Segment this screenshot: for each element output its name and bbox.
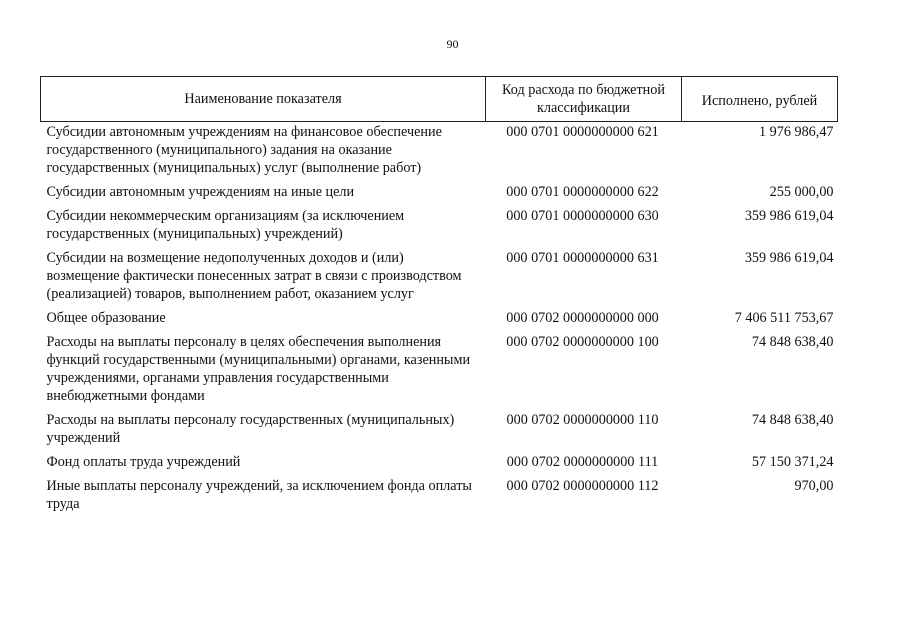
row-code: 000 0701 0000000000 630 xyxy=(506,208,659,224)
row-amount: 57 150 371,24 xyxy=(751,454,834,470)
page-number: 90 xyxy=(446,37,459,51)
row-code: 000 0702 0000000000 112 xyxy=(506,478,659,494)
row-amount: 359 986 619,04 xyxy=(744,250,834,266)
row-name: Расходы на выплаты персоналу государственных (муниципальных) учреждений xyxy=(46,412,455,446)
row-code: 000 0702 0000000000 000 xyxy=(506,310,659,326)
row-amount: 359 986 619,04 xyxy=(744,208,834,224)
header-executed-amount: Исполнено, рублей xyxy=(682,77,838,122)
row-amount: 7 406 511 753,67 xyxy=(734,310,834,326)
table-row xyxy=(41,477,838,519)
row-code: 000 0701 0000000000 631 xyxy=(506,250,659,266)
table-row xyxy=(41,249,838,309)
table-row xyxy=(41,207,838,249)
row-code: 000 0701 0000000000 621 xyxy=(506,124,659,140)
row-code: 000 0702 0000000000 111 xyxy=(506,454,659,470)
table-row xyxy=(41,453,838,477)
header-indicator-name: Наименование показателя xyxy=(41,77,486,122)
row-amount: 255 000,00 xyxy=(769,184,834,200)
row-name: Субсидии на возмещение недополученных доходов и (или) возмещение фактически понесенных затрат в связи с производством (реализацией) товаров, выполнением работ, оказанием услуг xyxy=(46,250,462,302)
row-name: Фонд оплаты труда учреждений xyxy=(46,454,241,470)
row-name: Субсидии автономным учреждениям на иные цели xyxy=(46,184,355,200)
row-amount: 74 848 638,40 xyxy=(751,412,834,428)
row-name: Расходы на выплаты персоналу в целях обеспечения выполнения функций государственными (муниципальными) органами, казенными учреждениями, органами управления государственными внебюджетными фондами xyxy=(46,334,471,404)
row-amount: 74 848 638,40 xyxy=(751,334,834,350)
table-row xyxy=(41,122,838,184)
row-name: Иные выплаты персоналу учреждений, за исключением фонда оплаты труда xyxy=(46,478,472,512)
row-amount: 970,00 xyxy=(794,478,834,494)
row-name: Субсидии автономным учреждениям на финансовое обеспечение государственного (муниципального) задания на оказание государственных (муниципальных) услуг (выполнение работ) xyxy=(46,124,442,176)
row-amount: 1 976 986,47 xyxy=(759,124,834,140)
header-budget-code: Код расхода по бюджетной классификации xyxy=(486,77,682,122)
table-row xyxy=(41,183,838,207)
row-code: 000 0702 0000000000 110 xyxy=(506,412,659,428)
expenditure-table xyxy=(40,76,838,519)
row-name: Субсидии некоммерческим организациям (за исключением государственных (муниципальных) учреждений) xyxy=(46,208,405,242)
table-row xyxy=(41,309,838,333)
table-row xyxy=(41,411,838,453)
row-name: Общее образование xyxy=(46,310,166,326)
row-code: 000 0702 0000000000 100 xyxy=(506,334,659,350)
table-row xyxy=(41,333,838,411)
table-header-row xyxy=(41,77,838,122)
row-code: 000 0701 0000000000 622 xyxy=(506,184,659,200)
